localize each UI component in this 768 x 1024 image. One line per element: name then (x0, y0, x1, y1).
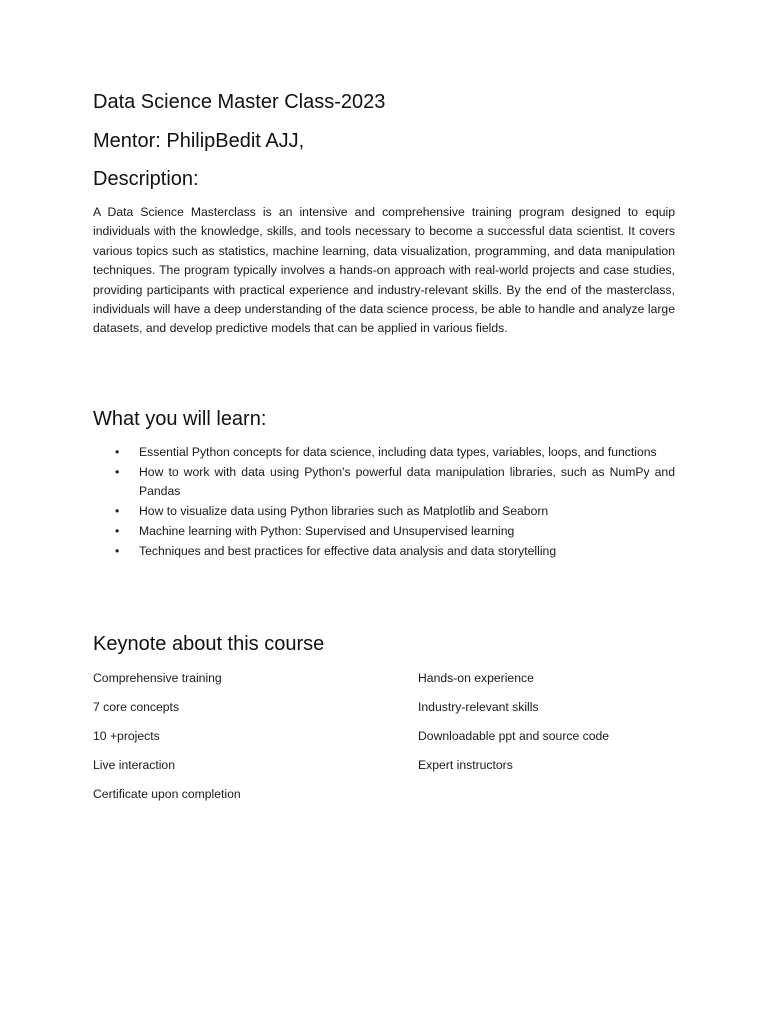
description-paragraph: A Data Science Masterclass is an intensive and comprehensive training program designed to equip individuals with the knowledge, skills, and tools necessary to become a successful data scientist. It covers various topics such as statistics, machine learning, data visualization, programming, and data manipulation techniques. The program typically involves a hands-on approach with real-world projects and case studies, providing participants with practical experience and industry-relevant skills. By the end of the masterclass, individuals will have a deep understanding of the data science process, be able to handle and analyze large datasets, and develop predictive models that can be applied in various fields. (93, 205, 675, 336)
list-item-text: Essential Python concepts for data science, including data types, variables, loops, and functions (139, 445, 657, 459)
list-item (93, 522, 675, 541)
list-item (93, 542, 675, 561)
keynote-item: 7 core concepts (93, 700, 180, 714)
keynote-row (93, 669, 693, 698)
list-item (93, 463, 675, 502)
keynote-row (93, 727, 693, 756)
list-item-text: Techniques and best practices for effective data analysis and data storytelling (139, 544, 557, 559)
keynote-item: Live interaction (93, 758, 175, 772)
keynote-item: Downloadable ppt and source code (418, 729, 610, 743)
bullet-icon: • (115, 544, 120, 559)
keynote-item: Hands-on experience (418, 671, 534, 685)
keynote-item: Industry-relevant skills (418, 700, 539, 714)
mentor-heading: Mentor: PhilipBedit AJJ, (93, 130, 305, 152)
keynote-item: Expert instructors (418, 758, 513, 772)
list-item (93, 443, 675, 462)
keynote-item: Comprehensive training (93, 671, 222, 685)
learn-list (93, 443, 675, 562)
learn-heading: What you will learn: (93, 408, 267, 430)
keynote-item: Certificate upon completion (93, 787, 241, 801)
bullet-icon: • (115, 465, 120, 479)
list-item-text: How to work with data using Python's powerful data manipulation libraries, such as NumPy and Pandas (139, 465, 675, 499)
description-heading: Description: (93, 168, 199, 190)
bullet-icon: • (115, 504, 120, 519)
list-item-text: Machine learning with Python: Supervised and Unsupervised learning (139, 524, 515, 539)
keynote-grid (93, 669, 693, 814)
keynote-row (93, 785, 693, 814)
keynote-heading: Keynote about this course (93, 633, 325, 655)
bullet-icon: • (115, 445, 120, 459)
list-item (93, 502, 675, 521)
keynote-row (93, 756, 693, 785)
keynote-row (93, 698, 693, 727)
keynote-item: 10 +projects (93, 729, 160, 743)
bullet-icon: • (115, 524, 120, 539)
list-item-text: How to visualize data using Python libraries such as Matplotlib and Seaborn (139, 504, 549, 519)
page-title: Data Science Master Class-2023 (93, 91, 386, 113)
